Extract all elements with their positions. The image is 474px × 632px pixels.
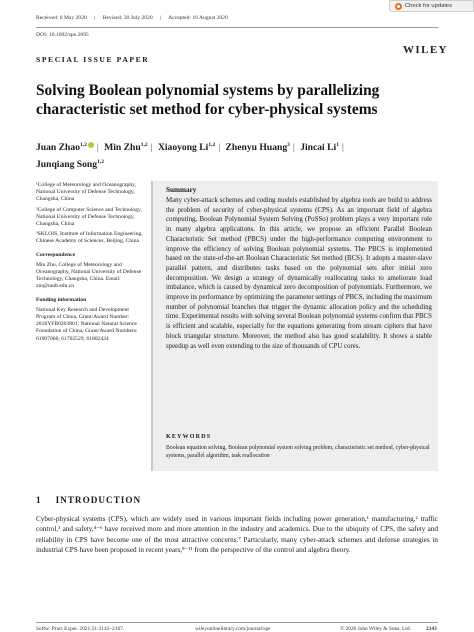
author-sup: 1,2 <box>140 142 148 148</box>
author[interactable]: Min Zhu <box>104 142 141 154</box>
check-for-updates-badge[interactable] <box>389 0 474 12</box>
keywords-text: Boolean equation solving, Boolean polynomial system solving problem, characteristic set method, cyber-physical systems, parallel algorithm, task reallocation <box>166 445 430 459</box>
intro-paragraph: Cyber-physical systems (CPS), which are widely used in various important fields including power generation,¹ manufacturing,² traffic control,³ and safety,⁴⁻⁶ have received more and more attention in the industry and academics. Due to the ubiquity of CPS, the safety and reliability in CPS have become one of the most attractive concerns.⁷ Particularly, many cyber-attack schemes and defense strategies in industrial CPS have been proposed in recent years,⁸⁻¹¹ from the perspective of the control and algebra theory. <box>36 515 438 555</box>
author[interactable]: Zhenyu Huang <box>225 142 288 154</box>
publisher-logo: WILEY <box>403 44 448 56</box>
divider: | <box>341 142 344 154</box>
history-dates <box>36 15 234 21</box>
abstract-bar <box>151 181 153 471</box>
author[interactable]: Jincai Li <box>300 142 337 154</box>
doi[interactable]: DOI: 10.1002/spe.2895 <box>36 32 89 38</box>
journal-url[interactable]: wileyonlinelibrary.com/journal/spe <box>195 626 271 632</box>
divider: | <box>218 142 221 154</box>
divider: | <box>150 142 153 154</box>
check-updates-label: Check for updates <box>405 3 453 9</box>
section-heading <box>36 495 141 505</box>
affiliation: ³SKLOIS, Institute of Information Engineering, Chinese Academy of Sciences, Beijing, China <box>36 231 143 245</box>
correspondence-heading: Correspondence <box>36 251 76 258</box>
paper-title: Solving Boolean polynomial systems by parallelizing characteristic set method for cyber-physical systems <box>36 82 380 118</box>
author-list <box>36 138 436 172</box>
divider: | <box>160 15 162 21</box>
journal-citation: Softw: Pract Exper. 2021;51:2143–2167. <box>36 626 125 632</box>
correspondence-text: Min Zhu, College of Meteorology and Oceanography, National University of Defense Technology, Changsha, China. Email: zm@nudt.edu.cn <box>36 261 142 290</box>
section-number: 1 <box>36 495 42 505</box>
author-sup: 1,2 <box>208 142 216 148</box>
divider: | <box>292 142 295 154</box>
check-updates-icon <box>395 3 402 10</box>
revised-date: Revised: 30 July 2020 <box>102 15 153 21</box>
divider: | <box>96 142 99 154</box>
received-date: Received: 6 May 2020 <box>36 15 87 21</box>
accepted-date: Accepted: 16 August 2020 <box>168 15 228 21</box>
author[interactable]: Xiaoyong Li <box>157 142 209 154</box>
abstract-text: Many cyber-attack schemes and coding models established by algebra tools are build to address the problem of security of cyber-physical systems (CPS). As an important field of algebra computing, Boolean Polynomial System Solving (PoSSo) problem plays a very important role in many algebra applications. In this article, we propose an efficient Parallel Boolean Characteristic Set method (PBCS) under the high-performance computing environment to improve the efficiency of solving Boolean polynomial systems. The PBCS is implemented based on the state-of-the-art Boolean Characteristic Set method (BCS). It adopts a master-slave parallel pattern, and distributes tasks based on the polynomial sets after initial zero decomposition. We design a strategy of dynamically reallocating tasks to ameliorate load imbalance, which is caused by dynamical zero decomposition of polynomials. Furthermore, we improve its performance by optimizing the parameter settings of PBCS, including the maximum number of polynomial branches that trigger the dynamic allocation policy and the scheduling time. Experimental results with solving several Boolean polynomial systems confirm that PBCS is efficient and scalable, especially for the equations generating from stream ciphers that have block triangular structure. Moreover, the method also has good scalability. It shows a stable speedup as well even extending to the size of thousands of CPU cores. <box>166 197 432 350</box>
funding-heading: Funding information <box>36 296 87 303</box>
section-title: INTRODUCTION <box>55 495 142 505</box>
orcid-icon[interactable] <box>88 142 94 148</box>
affiliation: ²College of Computer Science and Technology, National University of Defense Technology, Changsha, China <box>36 206 142 228</box>
funding-text: National Key Research and Development Program of China, Grant/Award Number: 2018YFB0203801; National Natural Science Foundation of China, Grant/Award Numbers: 61907060, 61702529, 61802424 <box>36 306 138 342</box>
author-sup: 3 <box>287 142 290 148</box>
author-sup: 1,2 <box>97 159 104 166</box>
author[interactable]: Juan Zhao <box>36 142 80 154</box>
header-rule <box>36 27 438 28</box>
author[interactable]: Junqiang Song <box>36 159 98 171</box>
copyright: © 2020 John Wiley & Sons, Ltd. <box>340 626 411 632</box>
author-sup: 1 <box>336 142 339 148</box>
abstract-heading: Summary <box>166 186 197 194</box>
affiliation: ¹College of Meteorology and Oceanography, National University of Defense Technology, Changsha, China <box>36 182 136 203</box>
author-sup: 1,2 <box>80 142 87 148</box>
page-number: 2143 <box>426 626 437 632</box>
keywords-heading: KEYWORDS <box>166 434 212 440</box>
affiliations-column <box>36 182 144 346</box>
section-type: SPECIAL ISSUE PAPER <box>36 55 150 64</box>
divider: | <box>94 15 96 21</box>
